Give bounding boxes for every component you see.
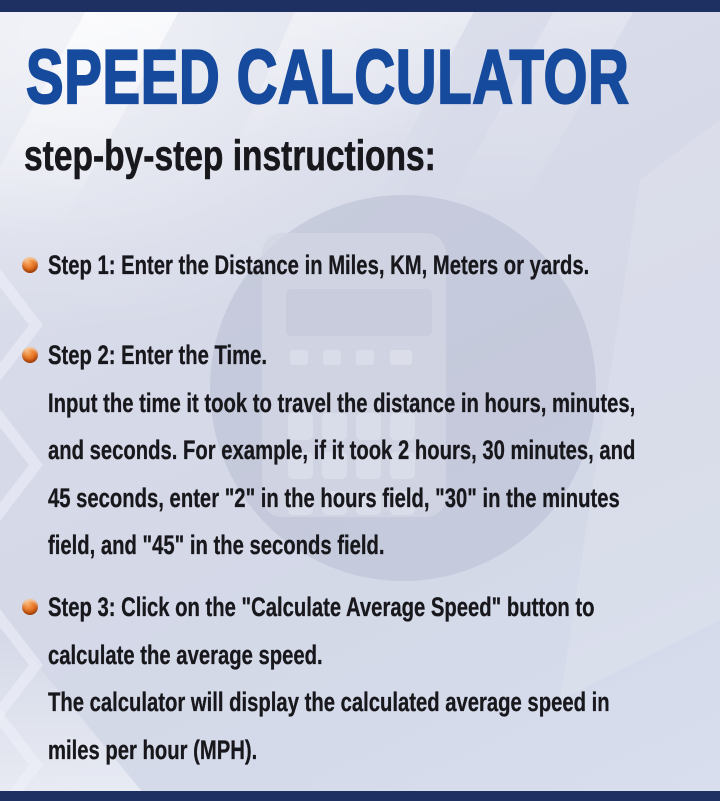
step-text-line: field, and "45" in the seconds field. bbox=[48, 530, 385, 560]
step-text-line: miles per hour (MPH). bbox=[48, 734, 258, 765]
bullet-icon bbox=[22, 257, 38, 273]
step-text-line: Input the time it took to travel the distance in hours, minutes, bbox=[48, 387, 636, 418]
step-text-line: Step 1: Enter the Distance in Miles, KM, Meters or yards. bbox=[48, 250, 590, 280]
step-2 bbox=[48, 332, 713, 570]
step-text-line: Step 2: Enter the Time. bbox=[48, 340, 268, 370]
step-text-line: 45 seconds, enter "2" in the hours field, "30" in the minutes bbox=[48, 482, 620, 513]
step-text-line: Step 3: Click on the "Calculate Average Speed" button to bbox=[48, 592, 595, 622]
step-text-line: and seconds. For example, if it took 2 hours, 30 minutes, and bbox=[48, 435, 636, 465]
page-subtitle: step-by-step instructions: bbox=[24, 132, 436, 180]
bottom-border-bar bbox=[0, 791, 720, 801]
top-border-bar bbox=[0, 0, 720, 12]
step-text-line: The calculator will display the calculated average speed in bbox=[48, 687, 610, 717]
step-1 bbox=[48, 242, 713, 290]
bullet-icon bbox=[22, 599, 38, 615]
bullet-icon bbox=[22, 347, 38, 363]
step-3 bbox=[48, 584, 713, 774]
step-text-line: calculate the average speed. bbox=[48, 639, 323, 670]
page-title: SPEED CALCULATOR bbox=[26, 35, 630, 120]
